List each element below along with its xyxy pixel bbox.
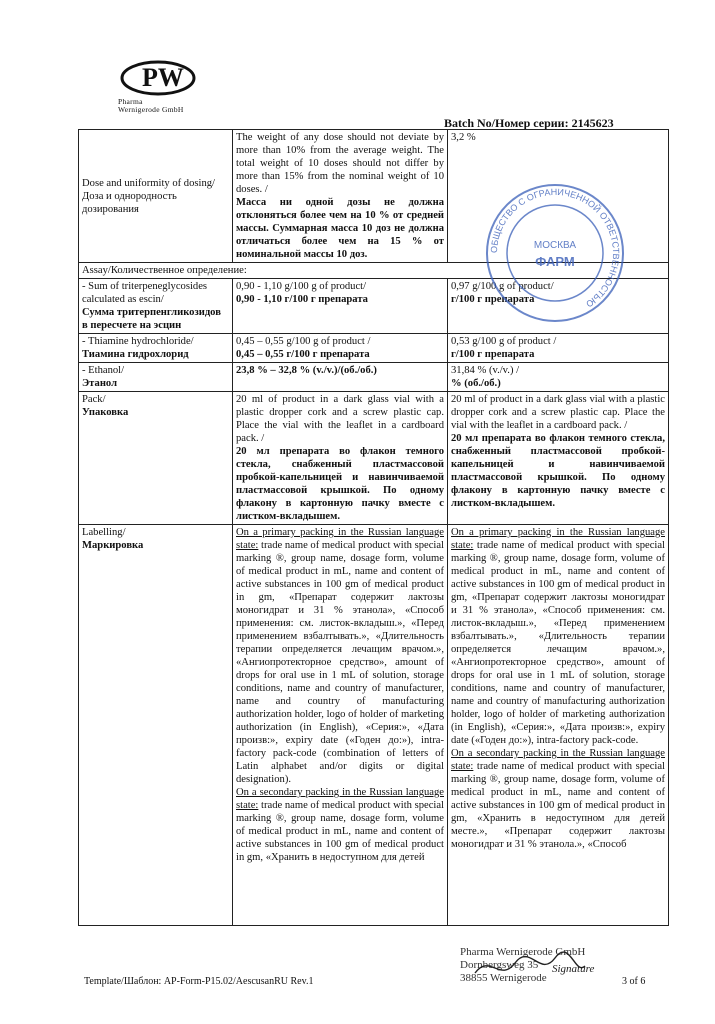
- spec-cell: [233, 363, 448, 392]
- param-cell: [79, 130, 233, 263]
- stamp-center: ФАРМ: [535, 254, 575, 269]
- primary-text: trade name of medical product with special marking ®, group name, dosage form, volume of medical product in mL, name and content of active substances in 100 gm of medical product in gm, «Препарат содержит лактозы моногидрат и 31 % этанола», «Способ применения: см. листок-вкладыш.», «Перед применением взбалтывать.», «Длительность терапии определяется лечащим врачом.», «Ангиопротекторное средство», amount of drops for oral use in 1 mL of solution, storage conditions, name and country of manufacturer, name and country of manufacturing authorization holder, logo of holder of marketing authorization (in English), «Серия:», «Дата произв:», expiry date («Годен до:»), intra-factory pack-code (combination of letters of Latin alphabet and/or digits or digital designation).: [236, 540, 444, 785]
- result-cell: [448, 279, 669, 334]
- ethanol-param-ru: Этанол: [82, 378, 118, 389]
- spec-cell: [233, 392, 448, 525]
- stamp-ring-text: ОБЩЕСТВО С ОГРАНИЧЕННОЙ ОТВЕТСТВЕННОСТЬЮ: [488, 186, 622, 310]
- thiamine-spec-ru: 0,45 – 0,55 г/100 г препарата: [236, 349, 370, 360]
- dose-param: Dose and uniformity of dosing/ Доза и однородность дозирования: [82, 177, 215, 215]
- pack-res-ru: 20 мл препарата во флакон темного стекла, снабженный пластмассовой пробкой-капельницей и навинчиваемой пластмассовой крышкой. По одному флакону в картонную пачку вместе с листком-вкладышем.: [451, 433, 665, 509]
- primary-head: On a primary packing in the Russian language state:: [236, 527, 444, 551]
- secondary-text-res: trade name of medical product with special marking ®, group name, dosage form, volume of medical product in mL, name and content of active substances in 100 gm of medical product in gm, «Хранить в недоступном для детей месте.», «Препарат содержит лактозы моногидрат и 31 % этанола.», «Способ: [451, 761, 665, 850]
- thiamine-res-ru: г/100 г препарата: [451, 349, 535, 360]
- triterpene-res-ru: г/100 г препарата: [451, 294, 535, 305]
- logo-line1: Pharma: [118, 97, 143, 106]
- dose-spec-en: The weight of any dose should not deviate by more than 10% from the average weight. The total weight of 10 doses should not differ by more than 15% from the nominal weight of 10 doses. /: [236, 132, 444, 195]
- pack-spec-en: 20 ml of product in a dark glass vial with a plastic dropper cork and a screw plastic cap. Place the vial with the leaflet in a cardboard pack. /: [236, 394, 444, 444]
- param-cell: [79, 392, 233, 525]
- table-row: [79, 279, 669, 334]
- spec-cell: [233, 130, 448, 263]
- assay-header: Assay/Количественное определение:: [79, 263, 669, 279]
- table-row: [79, 263, 669, 279]
- table-row: [79, 525, 669, 926]
- result-cell: [448, 363, 669, 392]
- thiamine-res-en: 0,53 g/100 g of product /: [451, 336, 557, 347]
- secondary-head: On a secondary packing in the Russian language state:: [236, 787, 444, 811]
- result-cell: [448, 334, 669, 363]
- result-cell: [448, 130, 669, 263]
- primary-text-res: trade name of medical product with special marking ®, group name, dosage form, volume of medical product in mL, name and content of active substances in 100 gm of medical product in gm, «Препарат содержит лактозы моногидрат и 31 % этанола», «Способ применения: см. листок-вкладыш.», «Перед применением взбалтывать.», «Длительность терапии определяется лечащим врачом.», «Ангиопротекторное средство», amount of drops for oral use in 1 mL of solution, storage conditions, name and country of manufacturer, name and country of manufacturing authorization holder, logo of holder of marketing authorization (in English), «Серия:», «Дата произв:», expiry date («Годен до:»), intra-factory pack-code.: [451, 540, 665, 746]
- stamp-city: МОСКВА: [533, 240, 577, 251]
- ethanol-res-en: 31,84 % (v./v.) /: [451, 365, 520, 376]
- logo-mark: PW: [142, 63, 184, 92]
- logo-line2: Wernigerode GmbH: [118, 105, 184, 114]
- param-cell: [79, 525, 233, 926]
- thiamine-param-ru: Тиамина гидрохлорид: [82, 349, 189, 360]
- labelling-param-en: Labelling/: [82, 527, 126, 538]
- pack-param-en: Pack/: [82, 394, 106, 405]
- pack-res-en: 20 ml of product in a dark glass vial with a plastic dropper cork and a screw plastic cap. Place the vial with the leaflet in a cardboard pack. /: [451, 394, 665, 431]
- pack-param-ru: Упаковка: [82, 407, 129, 418]
- dose-result: 3,2 %: [451, 132, 476, 143]
- param-cell: [79, 363, 233, 392]
- secondary-text: trade name of medical product with special marking ®, group name, dosage form, volume of medical product in mL, name and content of active substances in 100 gm of medical product in gm, «Хранить в недоступном для детей: [236, 800, 444, 863]
- pack-spec-ru: 20 мл препарата во флакон темного стекла, снабженный пластмассовой пробкой-капельницей и навинчиваемой пластмассовой крышкой. По одному флакону в картонную пачку вместе с листком-вкладышем.: [236, 446, 444, 522]
- page-number: 3 of 6: [622, 976, 646, 987]
- logo-caption: [118, 98, 184, 114]
- spec-cell: [233, 279, 448, 334]
- result-cell: [448, 525, 669, 926]
- batch-number: Batch No/Номер серии: 2145623: [444, 116, 614, 130]
- thiamine-spec-en: 0,45 – 0,55 g/100 g of product /: [236, 336, 371, 347]
- table-row: [79, 130, 669, 263]
- param-cell: [79, 334, 233, 363]
- labelling-param-ru: Маркировка: [82, 540, 144, 551]
- company-line1: Pharma Wernigerode GmbH: [460, 946, 586, 958]
- spec-cell: [233, 525, 448, 926]
- secondary-head-res: On a secondary packing in the Russian language state:: [451, 748, 665, 772]
- triterpene-res-en: 0,97 g/100 g of product/: [451, 281, 554, 292]
- primary-head-res: On a primary packing in the Russian language state:: [451, 527, 665, 551]
- company-line3: 38855 Wernigerode: [460, 972, 547, 984]
- result-cell: [448, 392, 669, 525]
- ethanol-res-ru: % (об./об.): [451, 378, 501, 389]
- table-row: [79, 392, 669, 525]
- company-line2: Dornbergsweg 35: [460, 959, 539, 971]
- ethanol-spec: 23,8 % – 32,8 % (v./v.)/(об./об.): [236, 365, 377, 376]
- thiamine-param-en: - Thiamine hydrochloride/: [82, 336, 194, 347]
- triterpene-spec-ru: 0,90 - 1,10 г/100 г препарата: [236, 294, 368, 305]
- spec-cell: [233, 334, 448, 363]
- signature-label: Signature: [552, 963, 595, 975]
- company-address: [460, 946, 585, 985]
- specification-table: [78, 129, 669, 926]
- triterpene-param-ru: Сумма тритерпенгликозидов в пересчете на эсцин: [82, 307, 221, 331]
- table-row: [79, 363, 669, 392]
- triterpene-param-en: - Sum of triterpeneglycosides calculated as escin/: [82, 281, 208, 305]
- dose-spec-ru: Масса ни одной дозы не должна отклоняться более чем на 10 % от средней массы. Суммарная масса 10 доз не должна отличаться более чем на 15 % от номинальной массы 10 доз.: [236, 197, 444, 260]
- triterpene-spec-en: 0,90 - 1,10 g/100 g of product/: [236, 281, 367, 292]
- table-row: [79, 334, 669, 363]
- ethanol-param-en: - Ethanol/: [82, 365, 125, 376]
- template-ref: Template/Шаблон: AP-Form-P15.02/AescusanRU Rev.1: [84, 976, 314, 987]
- param-cell: [79, 279, 233, 334]
